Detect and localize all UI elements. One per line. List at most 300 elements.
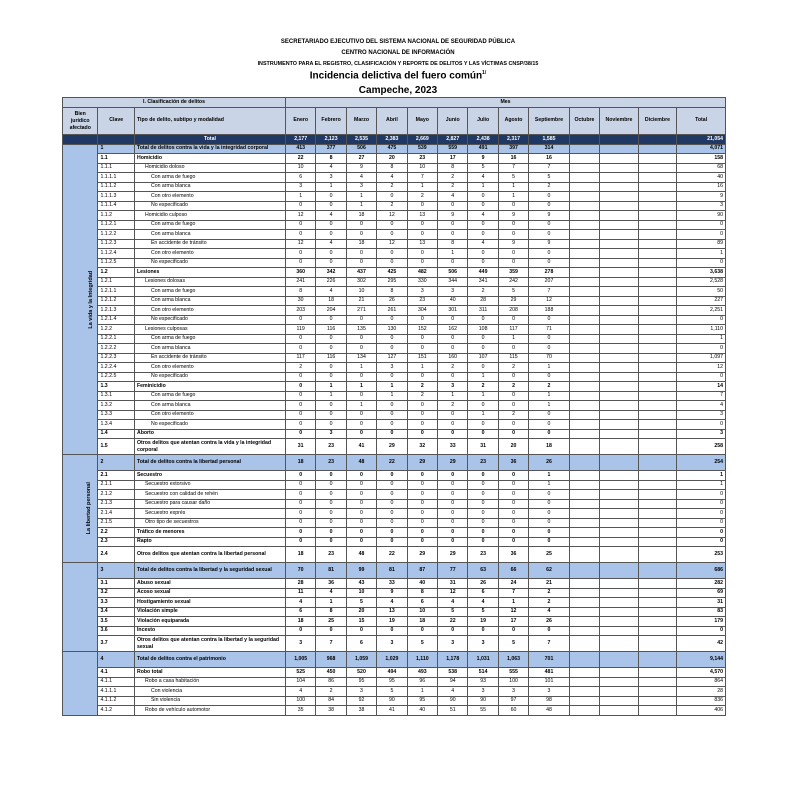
month-value bbox=[569, 163, 599, 173]
month-value: 4 bbox=[529, 607, 570, 617]
month-value: 86 bbox=[316, 677, 346, 687]
table-row bbox=[63, 518, 726, 528]
month-value: 242 bbox=[498, 277, 528, 287]
month-value: 99 bbox=[346, 563, 376, 579]
month-value: 12 bbox=[529, 296, 570, 306]
month-value bbox=[600, 163, 639, 173]
month-value: 1,178 bbox=[438, 652, 468, 668]
month-value: 90 bbox=[468, 696, 498, 706]
clave-cell: 1.1.1.2 bbox=[98, 182, 134, 192]
month-value: 36 bbox=[498, 547, 528, 563]
table-row bbox=[63, 509, 726, 519]
month-value: 38 bbox=[346, 706, 376, 716]
tipo-cell: Total de delitos contra la libertad personal bbox=[134, 455, 285, 471]
month-value bbox=[638, 382, 677, 392]
month-value: 241 bbox=[285, 277, 315, 287]
tipo-cell: Robo de vehículo automotor bbox=[134, 706, 285, 716]
month-value bbox=[638, 334, 677, 344]
month-value: 0 bbox=[285, 509, 315, 519]
month-value bbox=[638, 439, 677, 455]
table-row bbox=[63, 277, 726, 287]
month-value: 13 bbox=[407, 211, 437, 221]
month-value: 0 bbox=[468, 480, 498, 490]
table-row bbox=[63, 353, 726, 363]
row-total: 4,071 bbox=[677, 144, 726, 154]
table-row bbox=[63, 668, 726, 678]
month-value: 3 bbox=[316, 173, 346, 183]
col-month: Noviembre bbox=[600, 108, 639, 135]
month-value: 81 bbox=[377, 563, 407, 579]
month-value bbox=[569, 677, 599, 687]
row-total: 0 bbox=[677, 420, 726, 430]
month-value: 5 bbox=[468, 607, 498, 617]
month-value: 134 bbox=[346, 353, 376, 363]
tipo-cell: Acoso sexual bbox=[134, 588, 285, 598]
month-value bbox=[569, 135, 599, 145]
month-value: 0 bbox=[346, 429, 376, 439]
month-value: 48 bbox=[346, 547, 376, 563]
month-value: 62 bbox=[529, 563, 570, 579]
month-value: 5 bbox=[468, 163, 498, 173]
month-value: 8 bbox=[438, 163, 468, 173]
table-row bbox=[63, 439, 726, 455]
clave-cell: 1.1.2.2 bbox=[98, 230, 134, 240]
month-value: 0 bbox=[346, 480, 376, 490]
month-value: 1 bbox=[529, 391, 570, 401]
month-value: 0 bbox=[316, 201, 346, 211]
month-value: 0 bbox=[529, 626, 570, 636]
month-value: 0 bbox=[438, 499, 468, 509]
month-value: 0 bbox=[529, 499, 570, 509]
month-value: 5 bbox=[407, 636, 437, 652]
month-value bbox=[600, 636, 639, 652]
row-total: 0 bbox=[677, 499, 726, 509]
month-value: 0 bbox=[407, 471, 437, 481]
month-value bbox=[638, 315, 677, 325]
month-value: 559 bbox=[438, 144, 468, 154]
row-total: 2,528 bbox=[677, 277, 726, 287]
month-value: 1 bbox=[438, 391, 468, 401]
month-value: 0 bbox=[529, 201, 570, 211]
month-value: 1 bbox=[468, 182, 498, 192]
month-value: 0 bbox=[438, 334, 468, 344]
month-value: 2 bbox=[498, 363, 528, 373]
month-value: 0 bbox=[285, 528, 315, 538]
month-value: 2 bbox=[498, 382, 528, 392]
row-total: 1,097 bbox=[677, 353, 726, 363]
table-row bbox=[63, 687, 726, 697]
row-total: 83 bbox=[677, 607, 726, 617]
month-value bbox=[569, 230, 599, 240]
month-value: 7 bbox=[529, 636, 570, 652]
month-value bbox=[600, 382, 639, 392]
month-value: 1 bbox=[316, 382, 346, 392]
tipo-cell: Hostigamiento sexual bbox=[134, 598, 285, 608]
month-value bbox=[569, 537, 599, 547]
row-total: 179 bbox=[677, 617, 726, 627]
month-value bbox=[638, 296, 677, 306]
month-value bbox=[600, 201, 639, 211]
table-row bbox=[63, 306, 726, 316]
month-value: 92 bbox=[346, 696, 376, 706]
tipo-cell: Lesiones dolosas bbox=[134, 277, 285, 287]
table-row bbox=[63, 372, 726, 382]
month-value: 15 bbox=[346, 617, 376, 627]
month-value bbox=[569, 547, 599, 563]
clave-cell: 1.3.4 bbox=[98, 420, 134, 430]
month-value: 26 bbox=[529, 455, 570, 471]
month-value bbox=[569, 480, 599, 490]
month-value: 4 bbox=[285, 687, 315, 697]
month-value: 0 bbox=[498, 429, 528, 439]
clave-cell: 1.1.1.1 bbox=[98, 173, 134, 183]
month-value bbox=[638, 173, 677, 183]
month-value: 0 bbox=[438, 420, 468, 430]
tipo-cell: Con violencia bbox=[134, 687, 285, 697]
clave-cell: 1.2.2.1 bbox=[98, 334, 134, 344]
month-value bbox=[638, 706, 677, 716]
month-value: 0 bbox=[407, 201, 437, 211]
month-value: 4 bbox=[438, 687, 468, 697]
month-value: 2 bbox=[498, 410, 528, 420]
table-row bbox=[63, 617, 726, 627]
month-value: 116 bbox=[316, 325, 346, 335]
month-value: 48 bbox=[529, 706, 570, 716]
table-row bbox=[63, 490, 726, 500]
month-value: 0 bbox=[285, 382, 315, 392]
month-value: 0 bbox=[498, 391, 528, 401]
month-value: 1 bbox=[498, 192, 528, 202]
month-value: 107 bbox=[468, 353, 498, 363]
month-value: 5 bbox=[438, 607, 468, 617]
month-value: 0 bbox=[468, 201, 498, 211]
month-value: 0 bbox=[407, 420, 437, 430]
month-value: 0 bbox=[438, 626, 468, 636]
month-value bbox=[600, 334, 639, 344]
blank-cell bbox=[98, 135, 134, 145]
month-value bbox=[569, 668, 599, 678]
month-value bbox=[638, 353, 677, 363]
month-value: 4 bbox=[468, 173, 498, 183]
col-bien-juridico: Bien jurídico afectado bbox=[63, 108, 98, 135]
row-total: 3 bbox=[677, 429, 726, 439]
month-value: 2,438 bbox=[468, 135, 498, 145]
month-value: 0 bbox=[468, 363, 498, 373]
month-value: 0 bbox=[346, 249, 376, 259]
table-row bbox=[63, 588, 726, 598]
month-value: 12 bbox=[377, 211, 407, 221]
month-value: 0 bbox=[498, 344, 528, 354]
month-value: 555 bbox=[498, 668, 528, 678]
month-value: 0 bbox=[377, 334, 407, 344]
clave-cell: 1.2.2.5 bbox=[98, 372, 134, 382]
tipo-cell: Sin violencia bbox=[134, 696, 285, 706]
month-value bbox=[638, 636, 677, 652]
month-value: 35 bbox=[285, 706, 315, 716]
month-value bbox=[569, 509, 599, 519]
group-label-cell bbox=[63, 455, 98, 563]
month-value: 87 bbox=[407, 563, 437, 579]
month-value bbox=[600, 528, 639, 538]
month-value: 8 bbox=[377, 287, 407, 297]
month-value: 2,317 bbox=[498, 135, 528, 145]
month-value: 104 bbox=[285, 677, 315, 687]
month-value: 437 bbox=[346, 268, 376, 278]
month-value: 9 bbox=[529, 211, 570, 221]
month-value: 6 bbox=[346, 636, 376, 652]
month-value: 127 bbox=[377, 353, 407, 363]
month-value: 8 bbox=[285, 287, 315, 297]
month-value: 10 bbox=[285, 163, 315, 173]
month-value: 5 bbox=[498, 173, 528, 183]
month-value bbox=[569, 471, 599, 481]
month-value bbox=[638, 410, 677, 420]
month-value bbox=[600, 537, 639, 547]
month-value: 4 bbox=[285, 598, 315, 608]
month-value: 968 bbox=[316, 652, 346, 668]
month-value bbox=[638, 239, 677, 249]
month-value: 203 bbox=[285, 306, 315, 316]
table-row bbox=[63, 325, 726, 335]
table-row bbox=[63, 344, 726, 354]
month-value: 2 bbox=[316, 687, 346, 697]
month-value: 0 bbox=[529, 420, 570, 430]
table-row bbox=[63, 192, 726, 202]
month-value: 4 bbox=[438, 192, 468, 202]
col-month: Septiembre bbox=[529, 108, 570, 135]
month-value: 48 bbox=[346, 455, 376, 471]
month-value: 18 bbox=[346, 239, 376, 249]
month-value: 29 bbox=[407, 455, 437, 471]
month-value bbox=[638, 135, 677, 145]
table-row bbox=[63, 239, 726, 249]
month-value: 2 bbox=[438, 363, 468, 373]
tipo-cell: Total de delitos contra la vida y la integridad corporal bbox=[134, 144, 285, 154]
month-value: 0 bbox=[498, 518, 528, 528]
month-value: 0 bbox=[285, 480, 315, 490]
month-value: 0 bbox=[498, 499, 528, 509]
month-value: 0 bbox=[285, 220, 315, 230]
row-total: 3 bbox=[677, 201, 726, 211]
month-value: 1 bbox=[529, 480, 570, 490]
month-value bbox=[638, 429, 677, 439]
month-value bbox=[638, 563, 677, 579]
month-value: 0 bbox=[438, 372, 468, 382]
month-value: 9 bbox=[468, 154, 498, 164]
table-row bbox=[63, 182, 726, 192]
month-value bbox=[600, 429, 639, 439]
clave-cell: 1.2.2.2 bbox=[98, 344, 134, 354]
month-value bbox=[600, 258, 639, 268]
table-row bbox=[63, 410, 726, 420]
tipo-cell: Homicidio bbox=[134, 154, 285, 164]
tipo-cell: Rapto bbox=[134, 537, 285, 547]
month-value: 0 bbox=[377, 401, 407, 411]
table-row bbox=[63, 696, 726, 706]
month-value: 0 bbox=[316, 528, 346, 538]
clave-cell: 1.2.1.4 bbox=[98, 315, 134, 325]
col-clave: Clave bbox=[98, 108, 134, 135]
month-value bbox=[600, 626, 639, 636]
month-value: 0 bbox=[407, 344, 437, 354]
month-value bbox=[638, 528, 677, 538]
month-value: 4 bbox=[316, 239, 346, 249]
month-value: 29 bbox=[377, 439, 407, 455]
month-value: 0 bbox=[407, 220, 437, 230]
clave-cell: 2.1.5 bbox=[98, 518, 134, 528]
row-total: 0 bbox=[677, 518, 726, 528]
tipo-cell: Con otro elemento bbox=[134, 410, 285, 420]
month-value bbox=[600, 192, 639, 202]
month-value: 525 bbox=[285, 668, 315, 678]
clave-cell: 4.1.2 bbox=[98, 706, 134, 716]
month-value bbox=[600, 277, 639, 287]
month-value bbox=[600, 154, 639, 164]
clave-cell: 1.1.1 bbox=[98, 163, 134, 173]
month-value: 494 bbox=[377, 668, 407, 678]
month-value: 0 bbox=[468, 315, 498, 325]
table-row bbox=[63, 607, 726, 617]
tipo-cell: Otro tipo de secuestros bbox=[134, 518, 285, 528]
title-text: Incidencia delictiva del fuero común bbox=[309, 70, 483, 82]
month-value: 12 bbox=[285, 239, 315, 249]
month-value: 0 bbox=[346, 230, 376, 240]
month-value bbox=[569, 499, 599, 509]
month-value: 3 bbox=[285, 182, 315, 192]
clave-cell: 3.6 bbox=[98, 626, 134, 636]
table-row bbox=[63, 537, 726, 547]
month-value: 31 bbox=[468, 439, 498, 455]
month-value bbox=[569, 315, 599, 325]
tipo-cell: En accidente de tránsito bbox=[134, 239, 285, 249]
header-line-1: SECRETARIADO EJECUTIVO DEL SISTEMA NACIONAL DE SEGURIDAD PÚBLICA bbox=[280, 39, 516, 45]
month-value: 151 bbox=[407, 353, 437, 363]
month-value: 0 bbox=[346, 420, 376, 430]
month-value: 0 bbox=[468, 429, 498, 439]
clave-cell: 2 bbox=[98, 455, 134, 471]
month-value bbox=[638, 607, 677, 617]
month-value: 0 bbox=[468, 334, 498, 344]
month-value: 18 bbox=[316, 296, 346, 306]
clave-cell: 1.5 bbox=[98, 439, 134, 455]
month-value: 23 bbox=[316, 547, 346, 563]
clave-cell: 1.2.2 bbox=[98, 325, 134, 335]
month-value: 0 bbox=[407, 258, 437, 268]
month-value: 1 bbox=[498, 598, 528, 608]
month-value: 0 bbox=[316, 315, 346, 325]
month-value bbox=[600, 182, 639, 192]
month-value: 1 bbox=[377, 382, 407, 392]
month-value: 0 bbox=[468, 344, 498, 354]
tipo-cell: Total de delitos contra el patrimonio bbox=[134, 652, 285, 668]
tipo-cell: No especificado bbox=[134, 420, 285, 430]
row-total: 12 bbox=[677, 363, 726, 373]
month-value bbox=[600, 607, 639, 617]
month-value: 43 bbox=[346, 579, 376, 589]
month-value: 16 bbox=[498, 154, 528, 164]
table-row bbox=[63, 499, 726, 509]
month-value: 0 bbox=[316, 372, 346, 382]
month-value: 311 bbox=[468, 306, 498, 316]
month-value bbox=[600, 499, 639, 509]
month-value: 0 bbox=[529, 518, 570, 528]
month-value: 29 bbox=[498, 296, 528, 306]
month-value bbox=[638, 258, 677, 268]
month-value: 12 bbox=[498, 607, 528, 617]
month-value: 2 bbox=[529, 588, 570, 598]
month-value: 18 bbox=[285, 617, 315, 627]
row-total: 0 bbox=[677, 509, 726, 519]
month-value: 0 bbox=[407, 334, 437, 344]
month-value: 0 bbox=[285, 230, 315, 240]
month-value: 0 bbox=[316, 499, 346, 509]
month-value: 26 bbox=[468, 579, 498, 589]
month-value: 5 bbox=[498, 636, 528, 652]
month-value bbox=[569, 306, 599, 316]
month-value: 1 bbox=[346, 192, 376, 202]
month-value: 475 bbox=[377, 144, 407, 154]
month-value bbox=[569, 588, 599, 598]
clave-cell: 2.1 bbox=[98, 471, 134, 481]
table-row bbox=[63, 249, 726, 259]
month-value bbox=[638, 579, 677, 589]
row-total: 864 bbox=[677, 677, 726, 687]
month-value bbox=[600, 668, 639, 678]
month-value: 0 bbox=[285, 518, 315, 528]
month-value: 204 bbox=[316, 306, 346, 316]
month-value bbox=[569, 410, 599, 420]
month-value bbox=[638, 509, 677, 519]
month-value: 22 bbox=[285, 154, 315, 164]
tipo-cell: Homicidio culposo bbox=[134, 211, 285, 221]
month-value: 2 bbox=[438, 182, 468, 192]
row-total: 1 bbox=[677, 480, 726, 490]
month-value: 5 bbox=[498, 287, 528, 297]
month-value: 0 bbox=[468, 220, 498, 230]
month-value: 0 bbox=[468, 518, 498, 528]
month-value: 0 bbox=[498, 626, 528, 636]
clave-cell: 3.1 bbox=[98, 579, 134, 589]
month-value: 330 bbox=[407, 277, 437, 287]
month-value: 119 bbox=[285, 325, 315, 335]
clave-cell: 3.3 bbox=[98, 598, 134, 608]
clave-cell: 1.3 bbox=[98, 382, 134, 392]
month-value: 10 bbox=[407, 607, 437, 617]
month-value: 9 bbox=[498, 239, 528, 249]
month-value: 1 bbox=[498, 334, 528, 344]
month-value: 3 bbox=[285, 636, 315, 652]
month-value: 0 bbox=[316, 220, 346, 230]
clave-cell: 2.3 bbox=[98, 537, 134, 547]
month-value: 0 bbox=[529, 258, 570, 268]
month-value: 108 bbox=[468, 325, 498, 335]
month-value: 2 bbox=[468, 287, 498, 297]
month-value: 514 bbox=[468, 668, 498, 678]
month-value: 1 bbox=[468, 410, 498, 420]
month-group-header: Mes bbox=[285, 98, 725, 108]
month-value: 0 bbox=[285, 201, 315, 211]
month-value: 2 bbox=[407, 192, 437, 202]
month-value: 0 bbox=[529, 334, 570, 344]
month-value: 3 bbox=[407, 287, 437, 297]
month-value bbox=[600, 687, 639, 697]
month-value: 0 bbox=[498, 258, 528, 268]
month-value: 4 bbox=[377, 598, 407, 608]
month-value bbox=[600, 363, 639, 373]
month-value: 116 bbox=[316, 353, 346, 363]
month-value: 0 bbox=[407, 372, 437, 382]
month-value bbox=[638, 547, 677, 563]
